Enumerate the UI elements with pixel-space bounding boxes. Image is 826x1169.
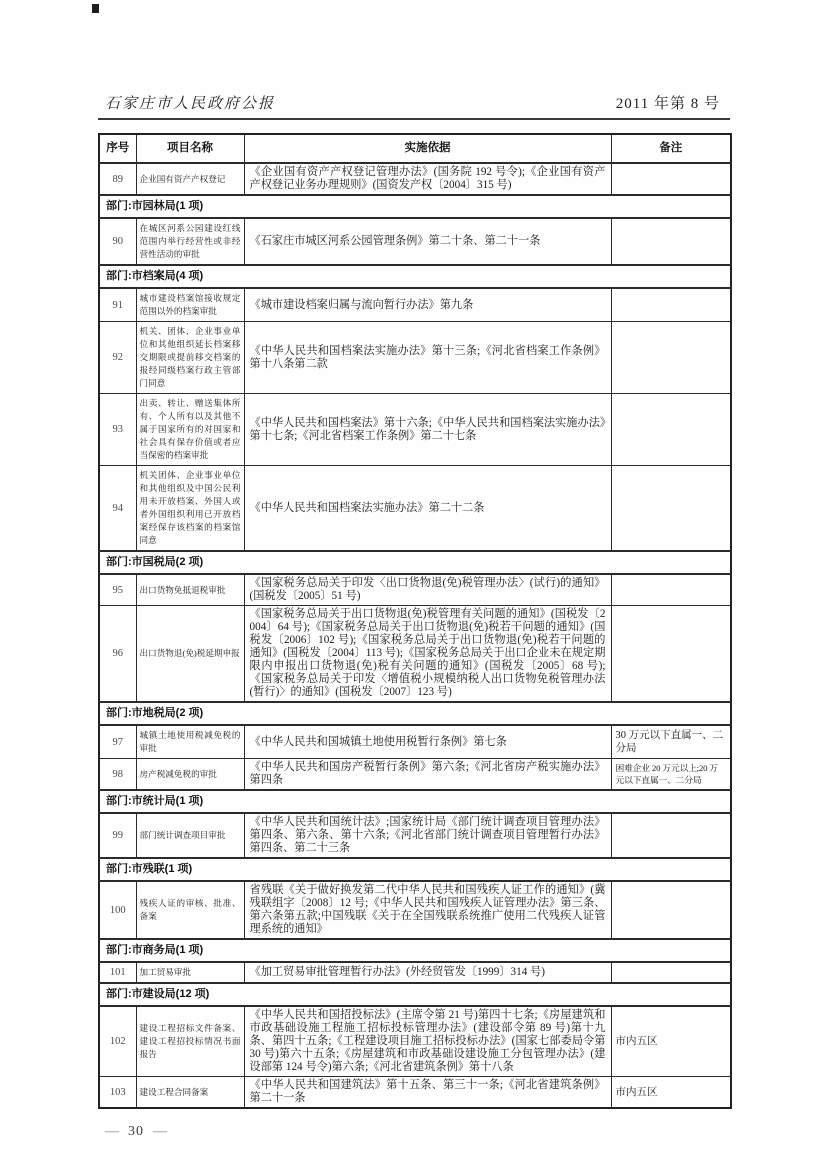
row-basis: 《中华人民共和国建筑法》第十五条、第三十一条;《河北省建筑条例》第二十一条 <box>244 1077 611 1109</box>
row-name: 出口货物免抵退税审批 <box>136 574 244 606</box>
table-row <box>99 725 731 759</box>
section-label: 部门:市建设局(12 项) <box>99 983 731 1006</box>
row-basis: 《石家庄市城区河系公园管理条例》第二十条、第二十一条 <box>244 218 611 265</box>
table-row <box>99 606 731 703</box>
approval-table <box>98 133 732 1109</box>
table-row <box>99 218 731 265</box>
row-remark <box>611 466 731 552</box>
section-row <box>99 702 731 725</box>
footer-dash-right: — <box>153 1124 167 1139</box>
row-remark: 困难企业 20 万元以上;20 万元以下直属一、二分局 <box>611 759 731 791</box>
table-row <box>99 163 731 195</box>
row-name: 出卖、转让、赠送集体所有、个人所有以及其他不属于国家所有的对国家和社会具有保存价值或者应当保密的档案审批 <box>136 394 244 466</box>
row-remark <box>611 574 731 606</box>
section-row <box>99 983 731 1006</box>
section-row <box>99 195 731 218</box>
row-basis: 《中华人民共和国房产税暂行条例》第六条;《河北省房产税实施办法》第四条 <box>244 759 611 791</box>
row-no: 96 <box>99 606 136 703</box>
row-basis: 《城市建设档案归属与流向暂行办法》第九条 <box>244 288 611 322</box>
scan-artifact <box>92 4 99 13</box>
gazette-title: 石家庄市人民政府公报 <box>105 96 276 112</box>
row-remark <box>611 322 731 394</box>
table-row <box>99 466 731 552</box>
table-row <box>99 1006 731 1077</box>
row-basis: 《中华人民共和国档案法实施办法》第十三条;《河北省档案工作条例》第十八条第二款 <box>244 322 611 394</box>
section-row <box>99 551 731 574</box>
section-label: 部门:市商务局(1 项) <box>99 939 731 962</box>
row-basis: 《加工贸易审批管理暂行办法》(外经贸管发〔1999〕314 号) <box>244 962 611 983</box>
page-footer <box>98 1124 730 1140</box>
row-name: 机关团体、企业事业单位和其他组织及中国公民利用未开放档案、外国人或者外国组织利用已开放档案经保存该档案的档案馆同意 <box>136 466 244 552</box>
row-remark <box>611 813 731 858</box>
row-no: 94 <box>99 466 136 552</box>
section-label: 部门:市档案局(4 项) <box>99 265 731 288</box>
row-remark: 市内五区 <box>611 1077 731 1109</box>
table-row <box>99 394 731 466</box>
table-row <box>99 574 731 606</box>
row-basis: 《中华人民共和国招投标法》(主席令第 21 号)第四十七条;《房屋建筑和市政基础设施工程施工招标投标管理办法》(建设部令第 89 号)第十九条、第四十五条;《工程建设项目施工招标投标办法》(国家七部委局令第 30 号)第六十五条;《房屋建筑和市政基础设建设施工分包管理办法》(建设部第 124 号令)第六条;《河北省建筑条例》第十八条 <box>244 1006 611 1077</box>
table-header <box>99 134 731 163</box>
row-name: 企业国有资产产权登记 <box>136 163 244 195</box>
row-remark: 市内五区 <box>611 1006 731 1077</box>
row-name: 建设工程合同备案 <box>136 1077 244 1109</box>
row-remark <box>611 163 731 195</box>
column-header-name: 项目名称 <box>136 134 244 163</box>
row-remark <box>611 962 731 983</box>
row-basis: 省残联《关于做好换发第二代中华人民共和国残疾人证工作的通知》(冀残联组字〔2008〕12 号;《中华人民共和国残疾人证管理办法》第三条、第六条第五款;中国残联《关于在全国残联系统推广使用二代残疾人证管理系统的通知》 <box>244 881 611 939</box>
page-header <box>98 92 730 113</box>
footer-dash-left: — <box>105 1124 119 1139</box>
table-row <box>99 759 731 791</box>
row-remark: 30 万元以下直属一、二分局 <box>611 725 731 759</box>
column-header-no: 序号 <box>99 134 136 163</box>
row-no: 98 <box>99 759 136 791</box>
row-no: 100 <box>99 881 136 939</box>
row-remark <box>611 218 731 265</box>
row-basis: 《企业国有资产产权登记管理办法》(国务院 192 号令);《企业国有资产产权登记业务办理规则》(国资发产权〔2004〕315 号) <box>244 163 611 195</box>
row-name: 残疾人证的审核、批准、备案 <box>136 881 244 939</box>
row-basis: 《中华人民共和国档案法实施办法》第二十二条 <box>244 466 611 552</box>
row-remark <box>611 288 731 322</box>
section-label: 部门:市国税局(2 项) <box>99 551 731 574</box>
issue-number: 2011 年第 8 号 <box>615 96 720 112</box>
row-name: 机关、团体、企业事业单位和其他组织延长档案移交期限或提前移交档案的报经同级档案行政主管部门同意 <box>136 322 244 394</box>
section-label: 部门:市残联(1 项) <box>99 858 731 881</box>
row-no: 95 <box>99 574 136 606</box>
page-number: 30 <box>128 1124 144 1139</box>
section-row <box>99 265 731 288</box>
row-basis: 《中华人民共和国统计法》;国家统计局《部门统计调查项目管理办法》第四条、第六条、第十六条;《河北省部门统计调查项目管理暂行办法》第四条、第二十三条 <box>244 813 611 858</box>
row-no: 102 <box>99 1006 136 1077</box>
row-no: 90 <box>99 218 136 265</box>
row-name: 建设工程招标文件备案、建设工程招投标情况书面报告 <box>136 1006 244 1077</box>
row-name: 加工贸易审批 <box>136 962 244 983</box>
table-row <box>99 322 731 394</box>
section-row <box>99 790 731 813</box>
row-no: 99 <box>99 813 136 858</box>
row-name: 城镇土地使用税减免税的审批 <box>136 725 244 759</box>
row-remark <box>611 606 731 703</box>
column-header-basis: 实施依据 <box>244 134 611 163</box>
section-label: 部门:市园林局(1 项) <box>99 195 731 218</box>
row-basis: 《国家税务总局关于印发〈出口货物退(免)税管理办法〉(试行)的通知》(国税发〔2005〕51 号) <box>244 574 611 606</box>
row-remark <box>611 881 731 939</box>
row-name: 出口货物退(免)税延期申报 <box>136 606 244 703</box>
page-content <box>98 92 730 1140</box>
row-name: 部门统计调查项目审批 <box>136 813 244 858</box>
row-no: 91 <box>99 288 136 322</box>
row-no: 97 <box>99 725 136 759</box>
row-no: 92 <box>99 322 136 394</box>
header-rule <box>98 118 730 120</box>
row-name: 在城区河系公园建设红线范围内举行经营性或非经营性活动的审批 <box>136 218 244 265</box>
section-label: 部门:市统计局(1 项) <box>99 790 731 813</box>
section-label: 部门:市地税局(2 项) <box>99 702 731 725</box>
approval-table-body <box>99 163 731 1108</box>
row-basis: 《国家税务总局关于出口货物退(免)税管理有关问题的通知》(国税发〔2004〕64 号);《国家税务总局关于出口货物退(免)税若干问题的通知》(国税发〔2006〕102 号);《国家税务总局关于出口货物退(免)税若干问题的通知》(国税发〔2004〕113 号);《国家税务总局关于出口企业未在规定期限内申报出口货物退(免)税有关问题的通知》(国税发〔2005〕68 号);《国家税务总局关于印发〈增值税小规模纳税人出口货物免税管理办法(暂行)〉的通知》(国税发〔2007〕123 号) <box>244 606 611 703</box>
row-no: 103 <box>99 1077 136 1109</box>
column-header-remark: 备注 <box>611 134 731 163</box>
row-no: 101 <box>99 962 136 983</box>
row-basis: 《中华人民共和国城镇土地使用税暂行条例》第七条 <box>244 725 611 759</box>
table-row <box>99 813 731 858</box>
row-remark <box>611 394 731 466</box>
row-no: 93 <box>99 394 136 466</box>
section-row <box>99 858 731 881</box>
row-basis: 《中华人民共和国档案法》第十六条;《中华人民共和国档案法实施办法》第十七条;《河北省档案工作条例》第二十七条 <box>244 394 611 466</box>
table-row <box>99 962 731 983</box>
table-row <box>99 1077 731 1109</box>
row-name: 城市建设档案馆接收规定范围以外的档案审批 <box>136 288 244 322</box>
table-row <box>99 288 731 322</box>
row-no: 89 <box>99 163 136 195</box>
section-row <box>99 939 731 962</box>
row-name: 房产税减免税的审批 <box>136 759 244 791</box>
table-row <box>99 881 731 939</box>
